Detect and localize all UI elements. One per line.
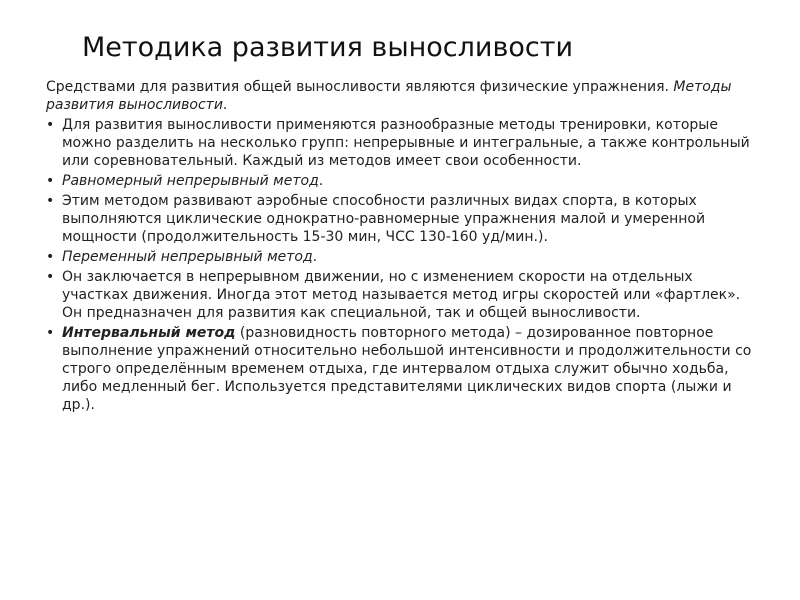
bullet-icon: • (46, 269, 55, 285)
intro-text: Средствами для развития общей выносливости являются физические упражнения. (46, 79, 674, 95)
variable-method-end: . (312, 249, 318, 265)
paragraph-methods-overview: Для развития выносливости применяются разнообразные методы тренировки, которые можно разделить на несколько групп: непрерывные и интегральные, а также контрольный или соревновательный. Каждый из методов имеет свои особенности. (62, 117, 750, 169)
list-item (46, 116, 761, 170)
bullet-icon: • (46, 325, 55, 341)
list-item (46, 268, 761, 322)
interval-method-heading: Интервальный метод (62, 325, 236, 341)
bullet-icon: • (46, 117, 55, 133)
bullet-icon: • (46, 193, 55, 209)
slide-body (46, 78, 761, 416)
list-item (46, 192, 761, 246)
bullet-icon: • (46, 249, 55, 265)
list-item (46, 172, 761, 190)
list-item (46, 248, 761, 266)
intro-paragraph (46, 78, 761, 114)
intro-end: . (222, 97, 228, 113)
paragraph-uniform-method: Этим методом развивают аэробные способности различных видах спорта, в которых выполняются циклические однократно-равномерные упражнения малой и умеренной мощности (продолжительность 15-30 мин, ЧСС 130-160 уд/мин.). (62, 193, 706, 245)
slide-title: Методика развития выносливости (82, 32, 574, 63)
list-item (46, 324, 761, 414)
variable-method-heading: Переменный непрерывный метод (62, 249, 313, 265)
paragraph-interval-method: (разновидность повторного метода) – дозированное повторное выполнение упражнений относительно небольшой интенсивности и продолжительности со строго определённым временем отдыха, где интервалом отдыха служит обычно ходьба, либо медленный бег. Используется представителями циклических видов спорта (лыжи и др.). (62, 325, 752, 413)
bullet-icon: • (46, 173, 55, 189)
intro-italic: Методы развития выносливости (46, 79, 732, 113)
paragraph-variable-method: Он заключается в непрерывном движении, но с изменением скорости на отдельных участках движения. Иногда этот метод называется метод игры скоростей или «фартлек». Он предназначен для развития как специальной, так и общей выносливости. (62, 269, 741, 321)
uniform-method-heading: Равномерный непрерывный метод (62, 173, 319, 189)
uniform-method-end: . (318, 173, 324, 189)
